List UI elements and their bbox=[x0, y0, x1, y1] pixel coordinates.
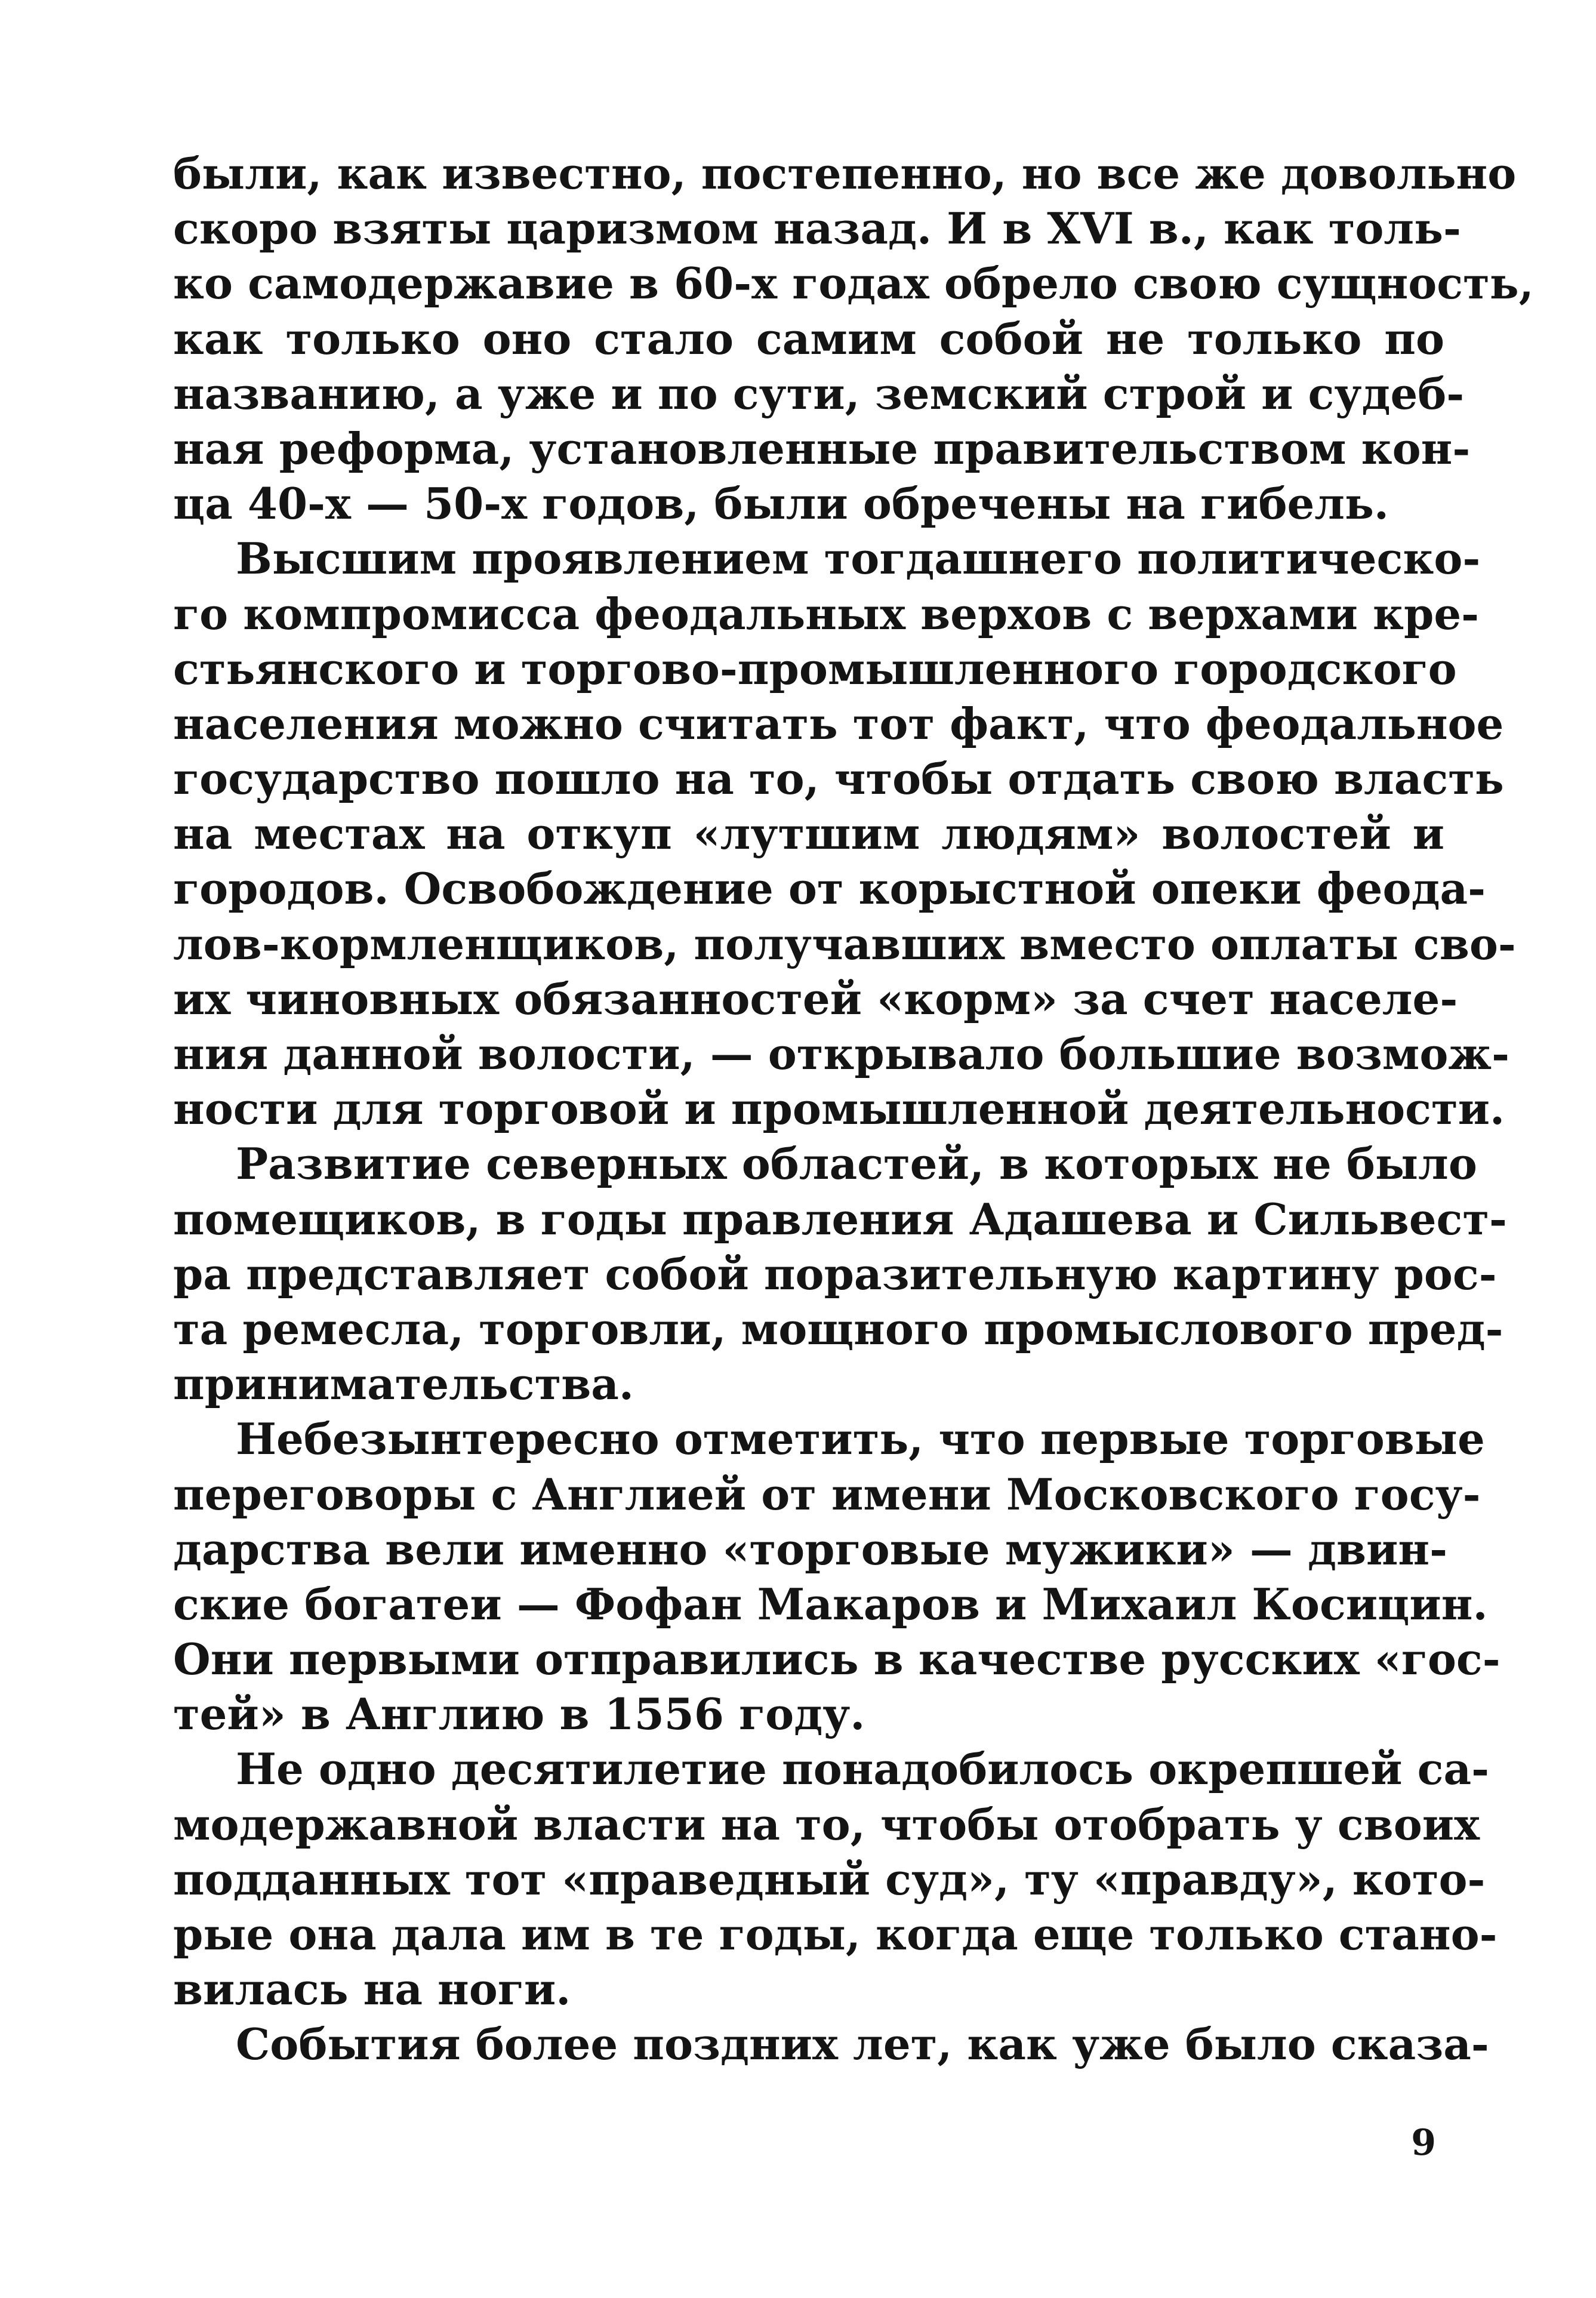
text-line: ские богатеи — Фофан Макаров и Михаил Косицин. bbox=[173, 1578, 1488, 1629]
text-line: принимательства. bbox=[173, 1359, 634, 1410]
text-line: дарства вели именно «торговые мужики» — двин- bbox=[173, 1523, 1447, 1575]
text-line: ко самодержавие в 60-х годах обрело свою сущность, bbox=[173, 258, 1534, 309]
text-line: Высшим проявлением тогдашнего политическо- bbox=[236, 533, 1481, 584]
text-line: Не одно десятилетие понадобилось окрепшей са- bbox=[236, 1743, 1489, 1795]
text-line: были, как известно, постепенно, но все же довольно bbox=[173, 148, 1517, 199]
text-line: стьянского и торгово-промышленного городского bbox=[173, 643, 1457, 694]
text-line: тей» в Англию в 1556 году. bbox=[173, 1689, 865, 1740]
text-line: ности для торговой и промышленной деятельности. bbox=[173, 1083, 1505, 1135]
text-line: Они первыми отправились в качестве русских «гос- bbox=[173, 1634, 1501, 1685]
text-line: как только оно стало самим собой не только по bbox=[173, 313, 1444, 364]
text-line: помещиков, в годы правления Адашева и Сильвест- bbox=[173, 1193, 1507, 1245]
text-line: переговоры с Англией от имени Московского госу- bbox=[173, 1468, 1481, 1520]
text-line: го компромисса феодальных верхов с верхами кре- bbox=[173, 588, 1480, 639]
text-line: подданных тот «праведный суд», ту «правду», кото- bbox=[173, 1853, 1486, 1905]
text-line: ния данной волости, — открывало большие возмож- bbox=[173, 1028, 1509, 1079]
text-line: модержавной власти на то, чтобы отобрать у своих bbox=[173, 1798, 1480, 1850]
text-line: Развитие северных областей, в которых не было bbox=[236, 1138, 1477, 1190]
text-line: лов-кормленщиков, получавших вместо оплаты сво- bbox=[173, 918, 1516, 969]
text-line: городов. Освобождение от корыстной опеки феода- bbox=[173, 863, 1486, 914]
text-line: вилась на ноги. bbox=[173, 1964, 571, 2015]
text-line: ная реформа, установленные правительством кон- bbox=[173, 423, 1471, 474]
text-line: та ремесла, торговли, мощного промыслового пред- bbox=[173, 1303, 1503, 1354]
text-line: Небезынтересно отметить, что первые торговые bbox=[236, 1413, 1485, 1465]
text-line: их чиновных обязанностей «корм» за счет населе- bbox=[173, 973, 1458, 1024]
text-line: События более поздних лет, как уже было сказа- bbox=[236, 2019, 1489, 2070]
text-line: рые она дала им в те годы, когда еще только стано- bbox=[173, 1909, 1498, 1960]
text-line: ра представляет собой поразительную картину рос- bbox=[173, 1248, 1497, 1299]
page-number: 9 bbox=[1411, 2122, 1436, 2164]
text-line: населения можно считать тот факт, что феодальное bbox=[173, 698, 1504, 749]
text-line: государство пошло на то, чтобы отдать свою власть bbox=[173, 753, 1504, 805]
text-line: на местах на откуп «лутшим людям» волостей и bbox=[173, 808, 1444, 860]
text-line: скоро взяты царизмом назад. И в XVI в., как толь- bbox=[173, 203, 1461, 254]
text-line: ца 40-х — 50-х годов, были обречены на гибель. bbox=[173, 478, 1389, 529]
body-text bbox=[173, 146, 1534, 2072]
text-line: названию, а уже и по сути, земский строй и судеб- bbox=[173, 368, 1465, 419]
